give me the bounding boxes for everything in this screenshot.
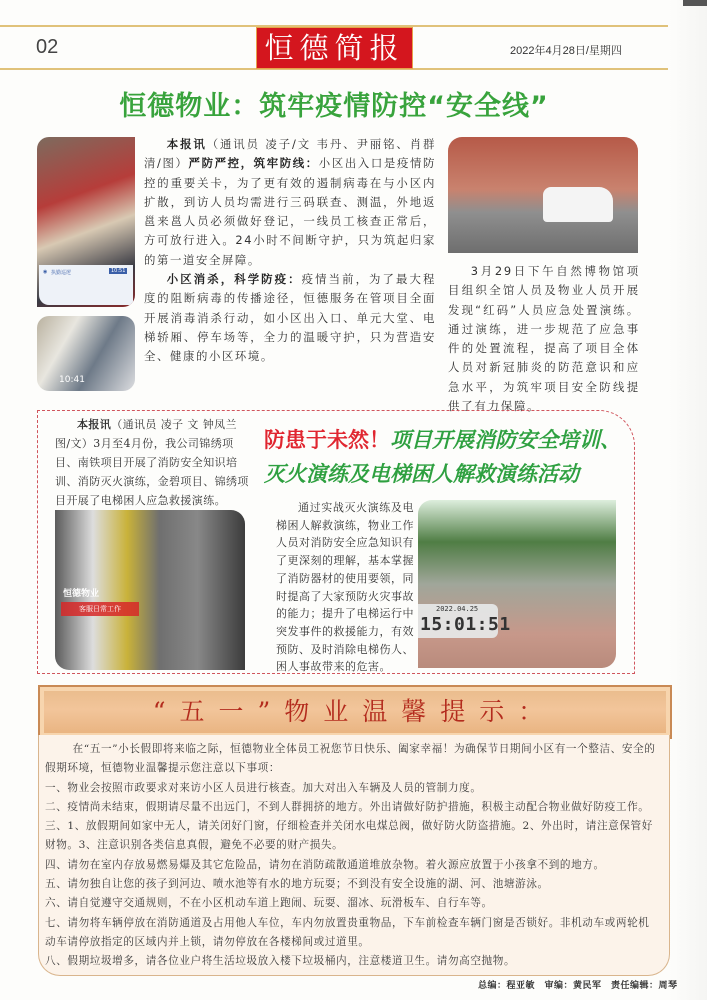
tip-item: 三、1、放假期间如家中无人，请关闭好门窗，仔细检查并关闭水电煤总阀，做好防火防盗措施。2、外出时，请注意保管好财物。3、注意识别各类信息真假，避免不必要的财产损失。 [45, 820, 653, 852]
article2-body [276, 499, 414, 676]
tips-banner: “五一”物业温馨提示： [38, 685, 672, 739]
photo-time: 10:41 [59, 375, 85, 385]
tip-item: 八、假期垃圾增多，请各位业户将生活垃圾放入楼下垃圾桶内，注意楼道卫生。请勿高空抛物。 [45, 955, 516, 968]
tip-item: 一、物业会按照市政要求对来访小区人员进行核查。加大对出入车辆及人员的管制力度。 [45, 781, 482, 794]
body: 小区出入口是疫情防控的重要关卡，为了更有效的遏制病毒在与小区内扩散，到访人员均需进行三码联查、测温，外地返邕来邕人员必须做好登记，一线员工核查正常后，方可放行进入。24小时不间断守护，只为筑起归家的第一道安全屏障。 [144, 156, 436, 267]
clock-time: 15:01:51 [420, 614, 511, 635]
article1-para2 [144, 270, 436, 366]
photo-disinfection [37, 316, 135, 391]
body: 疫情当前，为了最大程度的阻断病毒的传播途径，恒德服务在管项目全面开展消毒消杀行动，如小区出入口、单元大堂、电梯轿厢、停车场等，全力的温暖守护，只为营造安全、健康的小区环境。 [144, 272, 436, 364]
editorial-credits: 总编：程亚敏 审编：黄民军 责任编辑：周琴 [478, 981, 678, 991]
headline-red: 防患于未然！ [264, 428, 390, 452]
page-edge [669, 0, 707, 1000]
subhead: 小区消杀，科学防疫： [166, 272, 302, 287]
article2-headline [264, 423, 624, 491]
drill-paragraph: 3月29日下午自然博物馆项目组织全馆人员及物业人员开展发现“红码”人员应急处置演练。通过演练，进一步规范了应急事件的处置流程，提高了项目全体人员对新冠肺炎的防范意识和应急水平，为筑牢项目安全防线提供了有力保障。 [448, 264, 640, 414]
article1-right-column [448, 262, 640, 416]
tips-text [45, 740, 657, 972]
article2-intro [55, 415, 255, 510]
byline: （通讯员 凌子/文 韦丹、尹丽铭、肖群清/图） [144, 137, 436, 171]
photo-elevator-drill [55, 510, 245, 670]
tip-item: 六、请自觉遵守交通规则，不在小区机动车道上跑闹、玩耍、溜冰、玩滑板车、自行车等。 [45, 897, 493, 910]
photo-checkpoint [37, 137, 135, 307]
tips-intro: 在“五一”小长假即将来临之际，恒德物业全体员工祝您节日快乐、阖家幸福！为确保节日期间小区有一个整洁、安全的假期环境，恒德物业温馨提示您注意以下事项： [45, 743, 656, 775]
badge-time: 10:51 [111, 268, 126, 274]
tip-item: 五、请勿独自让您的孩子到河边、喷水池等有水的地方玩耍；不到没有安全设施的湖、河、池塘游泳。 [45, 878, 549, 891]
location-icon: ◉ [43, 269, 48, 275]
body: 通过实战灭火演练及电梯困人解救演练，物业工作人员对消防安全应急知识有了更深刻的理解，基本掌握了消防器材的使用要领，同时提高了大家预防火灾事故的能力；提升了电梯运行中突发事件的救援能力，有效预防、及时消除电梯伤人、困人事故带来的危害。 [276, 501, 414, 674]
photo-timestamp-badge [39, 265, 133, 305]
issue-date: 2022年4月28日/星期四 [510, 45, 622, 57]
subhead: 严防严控，筑牢防线： [188, 156, 319, 171]
article1-headline: 恒德物业：筑牢疫情防控“安全线” [119, 91, 549, 122]
photo-clock [418, 604, 511, 638]
clock-date: 2022.04.25 [436, 605, 479, 613]
lead: 本报讯 [77, 418, 112, 431]
scan-corner [683, 0, 707, 6]
photo-tag: 客服日常工作 [61, 602, 139, 616]
body: （通讯员 凌子 文 钟凤兰 图/文）3月至4月份，我公司锦绣项目、南铁项目开展了消防安全知识培训、消防灭火演练，金碧项目、锦绣项目开展了电梯困人应急救援演练。 [55, 418, 249, 507]
photo-drill [448, 137, 638, 253]
masthead-title: 恒德简报 [256, 27, 413, 69]
page-number: 02 [36, 36, 59, 58]
article1-left-column [144, 135, 436, 367]
photo-logo: 恒德物业 [63, 589, 100, 599]
badge-label: 执勤巡逻 [51, 270, 72, 276]
tip-item: 四、请勿在室内存放易燃易爆及其它危险品，请勿在消防疏散通道堆放杂物。着火源应放置于小孩拿不到的地方。 [45, 858, 605, 871]
lead: 本报讯 [166, 137, 207, 151]
article1-para1 [144, 135, 436, 270]
tip-item: 二、疫情尚未结束，假期请尽量不出远门，不到人群拥挤的地方。外出请做好防护措施，积极主动配合物业做好防疫工作。 [45, 800, 650, 813]
tip-item: 七、请勿将车辆停放在消防通道及占用他人车位，车内勿放置贵重物品，下车前检查车辆门窗是否锁好。非机动车或两轮机动车请停放指定的区域内并上锁，请勿停放在各楼梯间或过道里。 [45, 916, 650, 948]
photo-fire-drill [418, 500, 616, 668]
headline-green: 项目开展消防安全培训、灭火演练及电梯困人解救演练活动 [264, 428, 621, 486]
car-shape [543, 187, 613, 222]
